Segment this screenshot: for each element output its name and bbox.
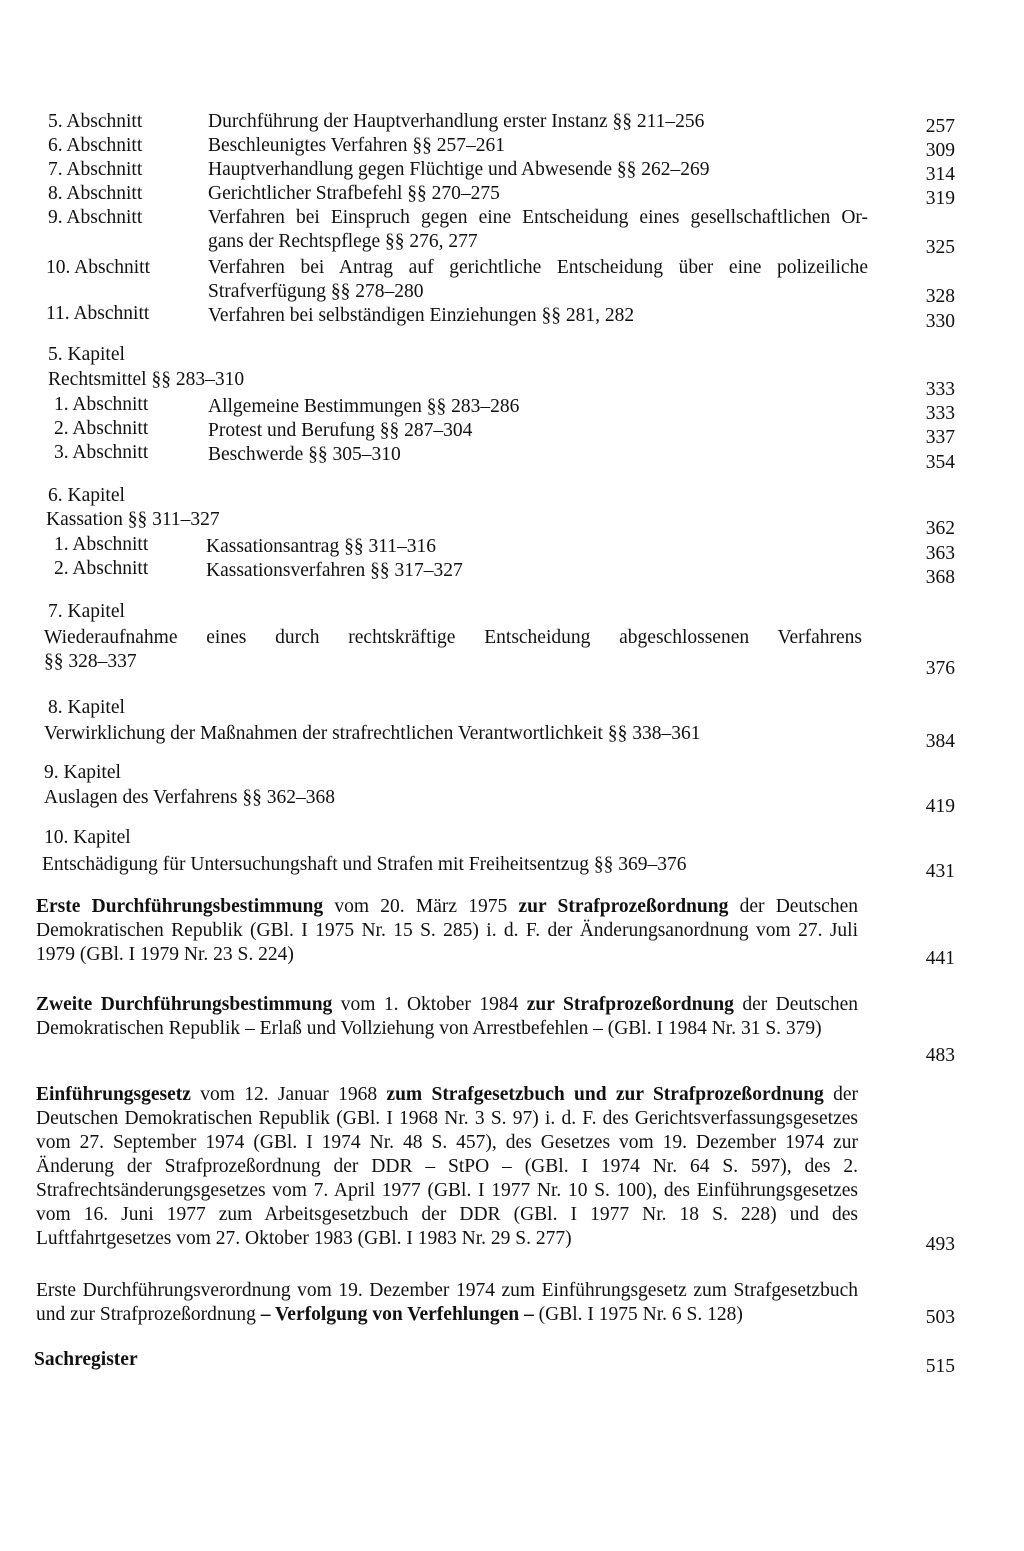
page-number: 333 [925,379,955,400]
page-number: 325 [925,237,955,258]
toc-entry: Durchführung der Hauptverhandlung erster Instanz §§ 211–256 [208,111,705,132]
toc-label: 1. Abschnitt [54,394,149,415]
page-number: 328 [925,286,955,307]
page-number: 319 [925,188,955,209]
page-number: 363 [925,543,955,564]
chapter-heading: 10. Kapitel [44,827,131,848]
page-number: 493 [925,1234,955,1255]
toc-entry: Beschwerde §§ 305–310 [208,444,401,465]
text: Erste Durchführungsverordnung vom 19. Dezember 1974 zum Einführungsgesetz zum Strafgesetzbuch und zur Strafprozeßordnung [36,1280,858,1325]
toc-label: 1. Abschnitt [54,534,149,555]
text: der Deutschen Demokratischen Republik (GBl. I 1975 Nr. 15 S. 285) i. d. F. der Änderungsanordnung vom 27. Juli 1979 (GBl. I 1979 Nr. 23 S. 224) [36,896,858,965]
page-number: 362 [925,518,955,539]
chapter-heading: 7. Kapitel [48,601,125,622]
page-number: 441 [925,948,955,969]
page-number: 384 [925,731,955,752]
toc-entry: Verfahren bei Einspruch gegen eine Entscheidung eines gesellschaftlichen Or- [208,207,868,228]
page-number: 354 [925,452,955,473]
toc-label: 2. Abschnitt [54,418,149,439]
page-number: 376 [925,658,955,679]
chapter-heading: 8. Kapitel [48,697,125,718]
chapter-title: Rechtsmittel §§ 283–310 [48,369,245,390]
chapter-title: Entschädigung für Untersuchungshaft und Strafen mit Freiheitsentzug §§ 369–376 [42,854,687,875]
page-number: 419 [925,796,955,817]
page-number: 515 [925,1356,955,1377]
toc-label: 7. Abschnitt [48,159,143,180]
bold-text: – Verfolgung von Verfehlungen – [260,1304,534,1325]
bold-text: zum Strafgesetzbuch und zur Strafprozeßordnung [386,1084,824,1105]
bold-text: zur Strafprozeßordnung [526,994,734,1015]
bold-title: Zweite Durchführungsbestimmung [36,994,333,1015]
bold-text: zur Strafprozeßordnung [518,896,729,917]
toc-label: 6. Abschnitt [48,135,143,156]
chapter-title-continued: §§ 328–337 [44,651,137,672]
toc-paragraph [36,1083,858,1251]
toc-entry: Beschleunigtes Verfahren §§ 257–261 [208,135,505,156]
chapter-title: Wiederaufnahme eines durch rechtskräftige Entscheidung abgeschlossenen Verfahrens [44,627,862,648]
toc-entry: Hauptverhandlung gegen Flüchtige und Abwesende §§ 262–269 [208,159,710,180]
toc-entry-continued: gans der Rechtspflege §§ 276, 277 [208,231,478,252]
page-number: 330 [925,311,955,332]
text: vom 20. März 1975 [323,896,519,917]
register-title: Sachregister [34,1349,138,1370]
page-number: 333 [925,403,955,424]
toc-label: 10. Abschnitt [46,257,151,278]
toc-entry: Gerichtlicher Strafbefehl §§ 270–275 [208,183,500,204]
text: vom 12. Januar 1968 [190,1084,387,1105]
page-number: 431 [925,861,955,882]
text: der Deutschen Demokratischen Republik – Erlaß und Vollziehung von Arrestbefehlen – (GBl. I 1984 Nr. 31 S. 379) [36,994,858,1039]
text: der Deutschen Demokratischen Republik (GBl. I 1968 Nr. 3 S. 97) i. d. F. des Gerichtsverfassungsgesetzes vom 27. September 1974 (GBl. I 1974 Nr. 48 S. 457), des Gesetzes vom 19. Dezember 1974 zur Änderung der Strafprozeßordnung der DDR – StPO – (GBl. I 1974 Nr. 64 S. 597), des 2. Strafrechtsänderungsgesetzes vom 7. April 1977 (GBl. I 1977 Nr. 10 S. 100), des Einführungsgesetzes vom 16. Juni 1977 zum Arbeitsgesetzbuch der DDR (GBl. I 1977 Nr. 18 S. 228) und des Luftfahrtgesetzes vom 27. Oktober 1983 (GBl. I 1983 Nr. 29 S. 277) [36,1084,859,1249]
chapter-title: Auslagen des Verfahrens §§ 362–368 [44,787,335,808]
bold-title: Erste Durchführungsbestimmung [36,896,324,917]
text: vom 1. Oktober 1984 [332,994,527,1015]
chapter-heading: 6. Kapitel [48,485,125,506]
chapter-heading: 5. Kapitel [48,344,125,365]
toc-entry: Protest und Berufung §§ 287–304 [208,420,473,441]
chapter-heading: 9. Kapitel [44,762,121,783]
toc-label: 11. Abschnitt [46,303,150,324]
toc-entry: Kassationsverfahren §§ 317–327 [206,560,463,581]
page-number: 314 [925,164,955,185]
toc-entry: Verfahren bei Antrag auf gerichtliche Entscheidung über eine polizeiliche [208,257,868,278]
toc-label: 3. Abschnitt [54,442,149,463]
page-number: 257 [925,116,955,137]
toc-paragraph [36,1279,858,1327]
toc-entry: Allgemeine Bestimmungen §§ 283–286 [208,396,520,417]
toc-paragraph [36,895,858,967]
page-number: 483 [925,1045,955,1066]
toc-entry: Kassationsantrag §§ 311–316 [206,536,436,557]
toc-entry-continued: Strafverfügung §§ 278–280 [208,281,424,302]
toc-label: 5. Abschnitt [48,111,143,132]
page-number: 337 [925,427,955,448]
page-number: 503 [925,1307,955,1328]
toc-label: 9. Abschnitt [48,207,143,228]
toc-label: 2. Abschnitt [54,558,149,579]
toc-paragraph [36,993,858,1041]
toc-label: 8. Abschnitt [48,183,143,204]
chapter-title: Kassation §§ 311–327 [46,509,220,530]
page-number: 309 [925,140,955,161]
bold-title: Einführungsgesetz [36,1084,191,1105]
toc-entry: Verfahren bei selbständigen Einziehungen §§ 281, 282 [208,305,635,326]
text: (GBl. I 1975 Nr. 6 S. 128) [533,1304,743,1325]
chapter-title: Verwirklichung der Maßnahmen der strafrechtlichen Verantwortlichkeit §§ 338–361 [44,723,701,744]
page-number: 368 [925,567,955,588]
